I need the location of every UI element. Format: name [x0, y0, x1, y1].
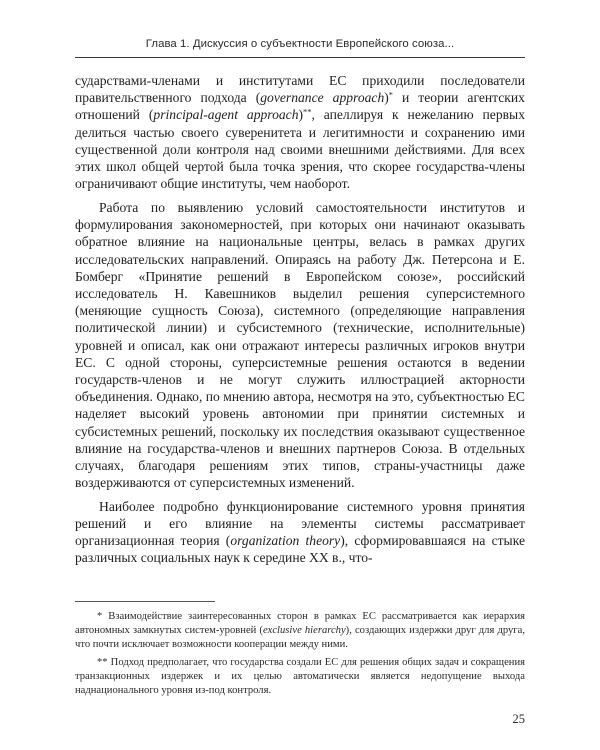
footnote-rule: [75, 601, 215, 602]
footnote-ref-1[interactable]: *: [388, 89, 394, 100]
running-head: Глава 1. Дискуссия о субъектности Европейского союза...: [145, 38, 455, 50]
main-text: [75, 72, 525, 567]
term-exclusive-hierarchy: exclusive hierarchy: [262, 625, 346, 636]
paragraph-3-part-2: ), сформировавшаяся на стыке различных социальных наук к середине XX в., что-: [75, 533, 525, 566]
paragraph-1-part-1: сударствами-членами и институтами ЕС приходили последователи правительственного подхода (: [75, 73, 525, 106]
footnote-1-part-1: Взаимодействие заинтересованных сторон в рамках ЕС рассматривается как иерархия автономных замкнутых систем-уровней (: [75, 611, 525, 636]
paragraph-1-part-4: ): [298, 107, 304, 123]
page-number: 25: [512, 712, 525, 726]
paragraph-1-part-5: , апеллируя к нежеланию первых делиться частью своего суверенитета и легитимности и сохранению ими существенной доли контроля над своими внешними действиями. Для всех этих школ общей чертой была точка зрения, что скорее государства-члены ограничивают общие институты, чем наоборот.: [75, 107, 525, 192]
footnote-1-mark: *: [97, 611, 103, 622]
term-organization-theory: organization theory: [230, 533, 341, 549]
footnote-1-part-2: ), создающих издержки друг для друга, что почти исключает возможности кооперации между ними.: [75, 625, 525, 650]
paragraph-1: [75, 72, 525, 192]
footnote-2: [75, 656, 525, 698]
footnotes: [75, 610, 525, 702]
paragraph-1-part-3: и теории агентских отношений (: [75, 90, 525, 123]
footnote-ref-2[interactable]: **: [303, 106, 312, 117]
footnote-1: [75, 610, 525, 652]
footnote-2-mark: **: [97, 657, 108, 668]
term-governance-approach: governance approach: [260, 90, 385, 106]
paragraph-2: Работа по выявлению условий самостоятельности институтов и формулирования закономерностей, при которых они начинают оказывать обратное влияние на национальные центры, велась в рамках других исследовательских направлений. Опираясь на работу Дж. Петерсона и Е. Бомберг «Принятие решений в Европейском союзе», российский исследователь Н. Кавешников выделил решения суперсистемного (меняющие сущность Союза), системного (определяющие направления политической линии) и субсистемного (технические, исполнительные) уровней и описал, как они отражают интересы различных игроков внутри ЕС. С одной стороны, суперсистемные решения остаются в ведении государств-членов и не могут служить иллюстрацией акторности объединения. Однако, по мнению автора, несмотря на это, субъектностью ЕС наделяет высокий уровень автономии при принятии системных и субсистемных решений, поскольку их последствия оказывают существенное влияние на государства-членов и внешних партнеров Союза. В отдельных случаях, благодаря решениям этих типов, страны-участницы даже воздерживаются от суперсистемных изменений.: [75, 199, 525, 491]
footnote-2-text: Подход предполагает, что государства создали ЕС для решения общих задач и сокращения транзакционных издержек и их целью автоматически является недопущение выхода наднационального уровня из-под контроля.: [75, 657, 525, 696]
paragraph-3-part-1: Наиболее подробно функционирование системного уровня принятия решений и его влияние на элементы системы рассматривает организационная теория (: [75, 498, 525, 549]
term-principal-agent-approach: principal-agent approach: [153, 107, 299, 123]
paragraph-3: [75, 498, 525, 567]
header-rule: [75, 57, 525, 58]
paragraph-1-part-2: ): [384, 90, 389, 106]
